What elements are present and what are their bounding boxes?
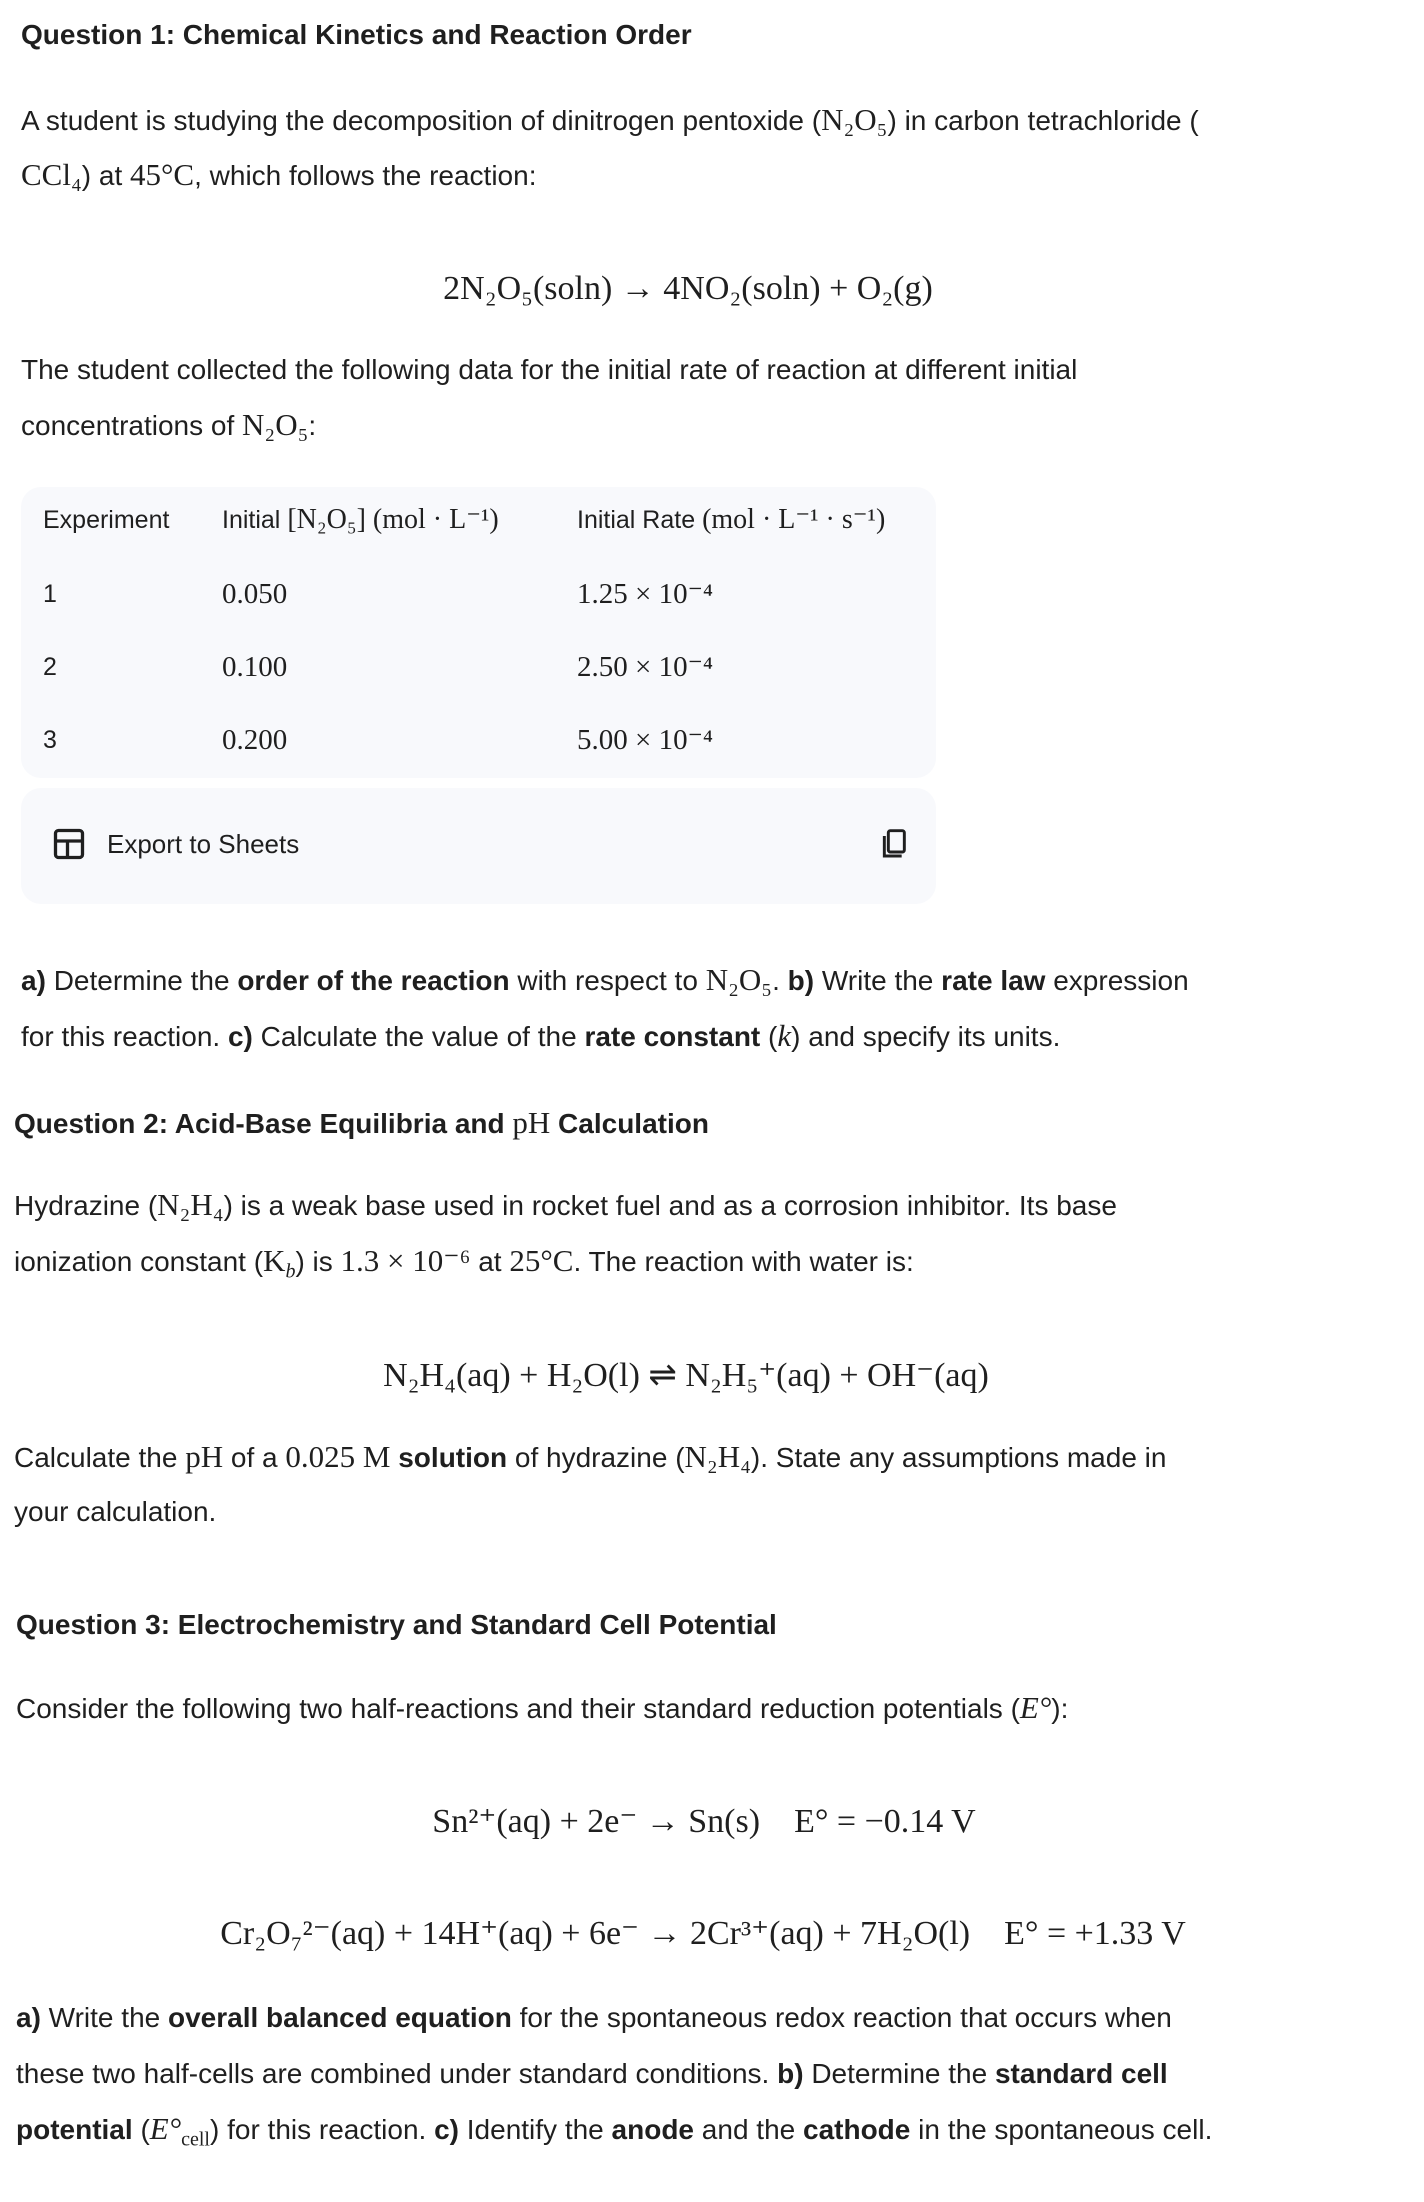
text: in the spontaneous cell.	[910, 2114, 1213, 2145]
bold: potential	[16, 2114, 133, 2145]
text: expression	[1045, 965, 1189, 996]
text: Write the	[40, 2002, 168, 2033]
export-label: Export to Sheets	[107, 828, 300, 859]
q1-data-intro-line1: The student collected the following data for the initial rate of reaction at different initial	[21, 354, 1078, 385]
table-header-experiment: Experiment	[43, 506, 170, 534]
bold: rate constant	[584, 1021, 761, 1052]
math: N₂H₄	[684, 1439, 751, 1474]
text: ) is	[295, 1246, 341, 1277]
q1-reaction-equation: 2N₂O₅(soln) → 4NO₂(soln) + O₂(g)	[443, 270, 933, 307]
text: for this reaction.	[21, 1021, 228, 1052]
q1-intro-line1	[21, 100, 1199, 140]
data-table	[21, 487, 936, 778]
text: ) and specify its units.	[791, 1021, 1061, 1052]
q3-tasks-line3	[16, 2109, 1212, 2149]
text: Calculation	[550, 1108, 709, 1139]
text: and the	[694, 2114, 803, 2145]
cell-rate: 2.50 × 10⁻⁴	[577, 651, 714, 683]
math-sub: cell	[181, 2128, 210, 2151]
text: ionization constant (	[14, 1246, 264, 1277]
cell-experiment: 2	[43, 653, 57, 681]
cell-concentration: 0.200	[222, 724, 288, 756]
cell-concentration: 0.050	[222, 578, 288, 610]
q1-title: Question 1: Chemical Kinetics and Reaction Order	[21, 19, 692, 50]
text: Question 2: Acid-Base Equilibria and	[14, 1108, 513, 1139]
math: pH	[185, 1439, 224, 1474]
q1-tasks-line2	[21, 1016, 1060, 1056]
text: concentrations of	[21, 410, 243, 441]
text: ) is a weak base used in rocket fuel and as a corrosion inhibitor. Its base	[223, 1190, 1117, 1221]
q3-half-reaction-dichromate: Cr₂O₇²⁻(aq) + 14H⁺(aq) + 6e⁻ → 2Cr³⁺(aq) + 7H₂O(l) E° = +1.33 V	[220, 1915, 1186, 1952]
text: , which follows the reaction:	[194, 160, 537, 191]
q3-intro	[16, 1688, 1068, 1728]
q1-intro-line2	[21, 155, 536, 195]
text: A student is studying the decomposition of dinitrogen pentoxide (	[21, 105, 822, 136]
math: N₂O₅	[242, 407, 309, 442]
bold: order of the reaction	[237, 965, 510, 996]
label: a)	[21, 965, 54, 996]
text: :	[308, 410, 317, 441]
table-footer	[21, 788, 936, 904]
cell-rate: 5.00 × 10⁻⁴	[577, 724, 714, 756]
text: ) in carbon tetrachloride (	[887, 105, 1199, 136]
q3-tasks-line2	[16, 2054, 1168, 2094]
math: 1.3 × 10⁻⁶	[340, 1243, 471, 1278]
sheets-table-icon	[51, 826, 87, 862]
text: .	[772, 965, 788, 996]
math: E°	[1019, 1690, 1052, 1725]
text: Calculate the value of the	[252, 1021, 585, 1052]
text: (	[132, 2114, 150, 2145]
math: E°	[149, 2111, 182, 2146]
math: [N₂O₅] (mol · L⁻¹)	[287, 504, 499, 535]
q2-task-line2: your calculation.	[14, 1496, 217, 1527]
q3-tasks-line1	[16, 1998, 1172, 2038]
q3-title: Question 3: Electrochemistry and Standard Cell Potential	[16, 1609, 777, 1640]
q3-half-reaction-tin: Sn²⁺(aq) + 2e⁻ → Sn(s) E° = −0.14 V	[432, 1803, 976, 1840]
text: Determine the	[53, 965, 238, 996]
math-sub: b	[285, 1260, 296, 1283]
text: these two half-cells are combined under standard conditions.	[16, 2058, 778, 2089]
text: . The reaction with water is:	[573, 1246, 914, 1277]
math: N₂H₄	[157, 1187, 224, 1222]
label: c)	[227, 1021, 253, 1052]
math: 0.025 M	[285, 1439, 391, 1474]
bold: cathode	[803, 2114, 911, 2145]
text: of hydrazine (	[507, 1442, 685, 1473]
math: N₂O₅	[705, 962, 773, 997]
bold: standard cell	[994, 2058, 1168, 2089]
text: Calculate the	[14, 1442, 186, 1473]
q2-intro-line1	[14, 1185, 1117, 1225]
bold: rate law	[941, 965, 1046, 996]
copy-icon[interactable]	[879, 826, 911, 862]
math: N₂O₅	[821, 102, 888, 137]
table-header-concentration	[222, 500, 499, 540]
q1-data-intro-line2	[21, 405, 316, 445]
q2-title	[14, 1103, 709, 1143]
cell-experiment: 1	[43, 580, 57, 608]
cell-experiment: 3	[43, 726, 57, 754]
label: b)	[787, 965, 815, 996]
text: ):	[1051, 1693, 1069, 1724]
bold: anode	[611, 2114, 695, 2145]
math: 25°C	[509, 1243, 574, 1278]
label: a)	[16, 2002, 41, 2033]
math: k	[777, 1018, 792, 1053]
text: at	[470, 1246, 510, 1277]
bold: solution	[390, 1442, 508, 1473]
text: Determine the	[803, 2058, 995, 2089]
text: Write the	[814, 965, 942, 996]
math: 45°C	[130, 157, 195, 192]
text: Consider the following two half-reactions and their standard reduction potentials (	[16, 1693, 1020, 1724]
text: (	[760, 1021, 778, 1052]
text: ) at	[81, 160, 131, 191]
math: CCl₄	[21, 157, 82, 192]
text: with respect to	[509, 965, 706, 996]
q2-intro-line2	[14, 1241, 914, 1281]
text: Hydrazine (	[14, 1190, 158, 1221]
q2-task-line1	[14, 1437, 1166, 1477]
text: Initial	[222, 506, 288, 534]
math: K	[263, 1243, 286, 1278]
text: ) for this reaction.	[210, 2114, 435, 2145]
text: for the spontaneous redox reaction that occurs when	[511, 2002, 1172, 2033]
label: c)	[434, 2114, 459, 2145]
cell-concentration: 0.100	[222, 651, 288, 683]
text: Identify the	[459, 2114, 612, 2145]
cell-rate: 1.25 × 10⁻⁴	[577, 578, 714, 610]
bold: overall balanced equation	[168, 2002, 512, 2033]
text: ). State any assumptions made in	[750, 1442, 1167, 1473]
export-to-sheets-button[interactable]	[51, 824, 299, 864]
q1-tasks-line1	[21, 960, 1189, 1000]
table-header-rate	[577, 500, 885, 540]
text: Initial Rate	[577, 506, 703, 534]
label: b)	[777, 2058, 804, 2089]
math: (mol · L⁻¹ · s⁻¹)	[702, 504, 886, 535]
math: pH	[512, 1105, 551, 1140]
text: of a	[223, 1442, 286, 1473]
q2-reaction-equation: N₂H₄(aq) + H₂O(l) ⇌ N₂H₅⁺(aq) + OH⁻(aq)	[383, 1357, 989, 1394]
